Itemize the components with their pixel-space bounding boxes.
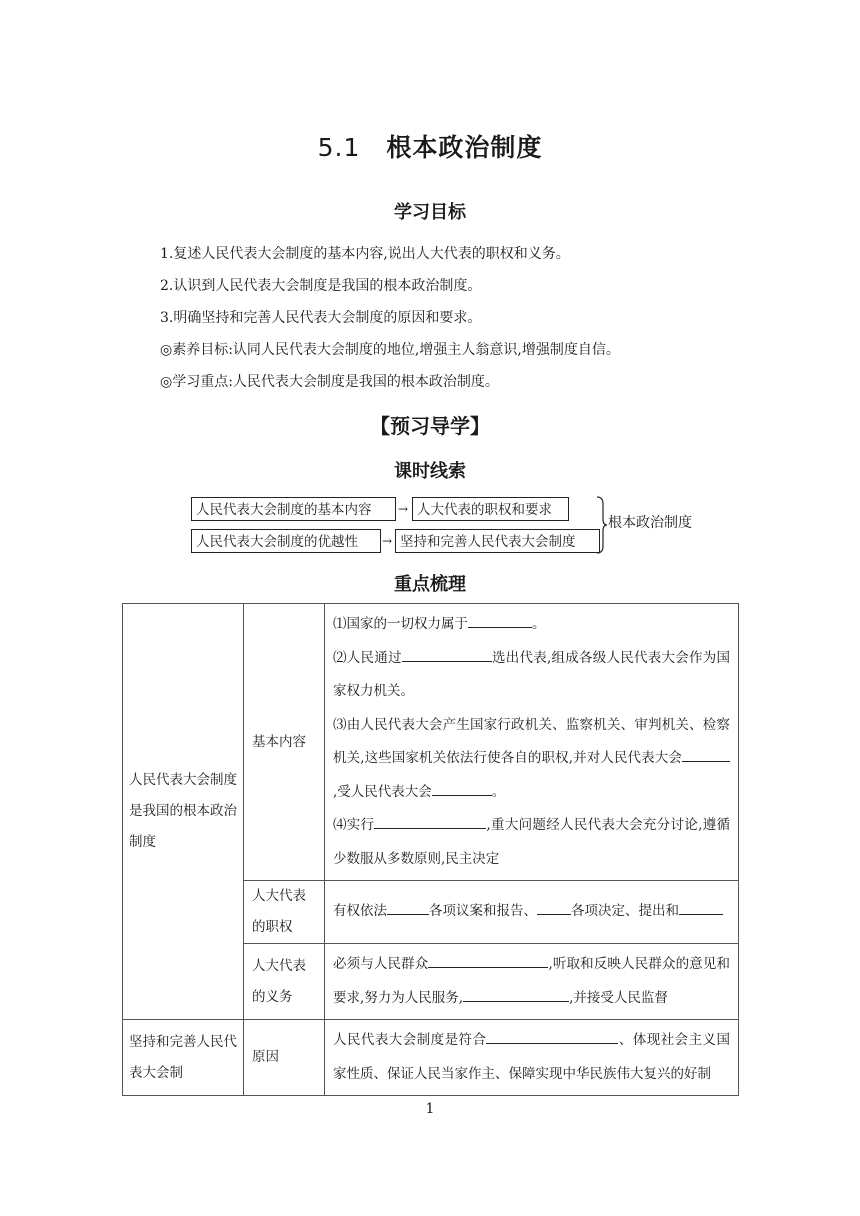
fill-blank[interactable] <box>682 747 730 762</box>
fill-blank[interactable] <box>537 900 571 915</box>
clue-arrow: → <box>398 502 409 516</box>
page-title <box>0 128 860 164</box>
table-row <box>123 604 739 881</box>
clue-box-powers: 人大代表的职权和要求 <box>412 497 569 521</box>
objectives-list <box>160 238 760 398</box>
preview-heading: 【预习导学】 <box>370 414 490 438</box>
key-points-table <box>122 603 739 1096</box>
fill-blank[interactable] <box>432 781 492 796</box>
clue-conclusion: 根本政治制度 <box>608 515 692 531</box>
group-label-improve: 坚持和完善人民代表大会制 <box>123 1020 244 1096</box>
fill-blank[interactable] <box>374 814 486 829</box>
fill-blank[interactable] <box>402 647 492 662</box>
section-title-text: 根本政治制度 <box>386 133 543 162</box>
row-label-reason: 原因 <box>244 1020 325 1096</box>
section-number: 5.1 <box>317 133 361 162</box>
row-label-basic-content: 基本内容 <box>244 604 325 881</box>
row-label-powers: 人大代表的职权 <box>244 881 325 944</box>
right-brace-icon <box>596 496 608 554</box>
clue-box-adhere: 坚持和完善人民代表大会制度 <box>395 529 600 553</box>
row-label-duties: 人大代表的义务 <box>244 944 325 1020</box>
page-number: 1 <box>425 1101 435 1117</box>
fill-blank[interactable] <box>486 1029 618 1044</box>
objective-item: ◎学习重点:人民代表大会制度是我国的根本政治制度。 <box>160 374 499 390</box>
basic-content-cell: ⑴国家的一切权力属于 。 ⑵人民通过 选出代表,组成各级人民代表大会作为国家权力机关。 ⑶由人民代表大会产生国家行政机关、监察机关、审判机关、检察机关,这些国家机关依法行使各自的职权,并对人民代表大会,受人民代表大会 。 ⑷实行 ,重大问题经人民代表大会充分讨论,遵循少数服从多数原则,民主决定 <box>325 604 739 881</box>
powers-cell: 有权依法 各项议案和报告、 各项决定、提出和 <box>325 881 739 944</box>
fill-blank[interactable] <box>428 953 548 968</box>
reason-cell: 人民代表大会制度是符合 、体现社会主义国家性质、保证人民当家作主、保障实现中华民族伟大复兴的好制 <box>325 1020 739 1096</box>
clue-arrow: → <box>382 534 393 548</box>
fill-blank[interactable] <box>387 900 429 915</box>
objective-item: ◎素养目标:认同人民代表大会制度的地位,增强主人翁意识,增强制度自信。 <box>160 342 620 358</box>
clue-box-superiority: 人民代表大会制度的优越性 <box>191 529 381 553</box>
fill-blank[interactable] <box>463 987 569 1002</box>
clues-heading: 课时线索 <box>394 461 466 482</box>
objective-item: 1.复述人民代表大会制度的基本内容,说出人大代表的职权和义务。 <box>160 246 570 262</box>
objective-item: 3.明确坚持和完善人民代表大会制度的原因和要求。 <box>160 310 482 326</box>
objectives-heading: 学习目标 <box>394 202 466 223</box>
group-label-system: 人民代表大会制度是我国的根本政治制度 <box>123 604 244 1020</box>
duties-cell: 必须与人民群众 ,听取和反映人民群众的意见和要求,努力为人民服务, ,并接受人民监督 <box>325 944 739 1020</box>
key-points-heading: 重点梳理 <box>394 574 466 595</box>
fill-blank[interactable] <box>679 900 723 915</box>
fill-blank[interactable] <box>468 613 532 628</box>
objective-item: 2.认识到人民代表大会制度是我国的根本政治制度。 <box>160 278 482 294</box>
clue-box-basic-content: 人民代表大会制度的基本内容 <box>191 497 396 521</box>
table-row <box>123 1020 739 1096</box>
